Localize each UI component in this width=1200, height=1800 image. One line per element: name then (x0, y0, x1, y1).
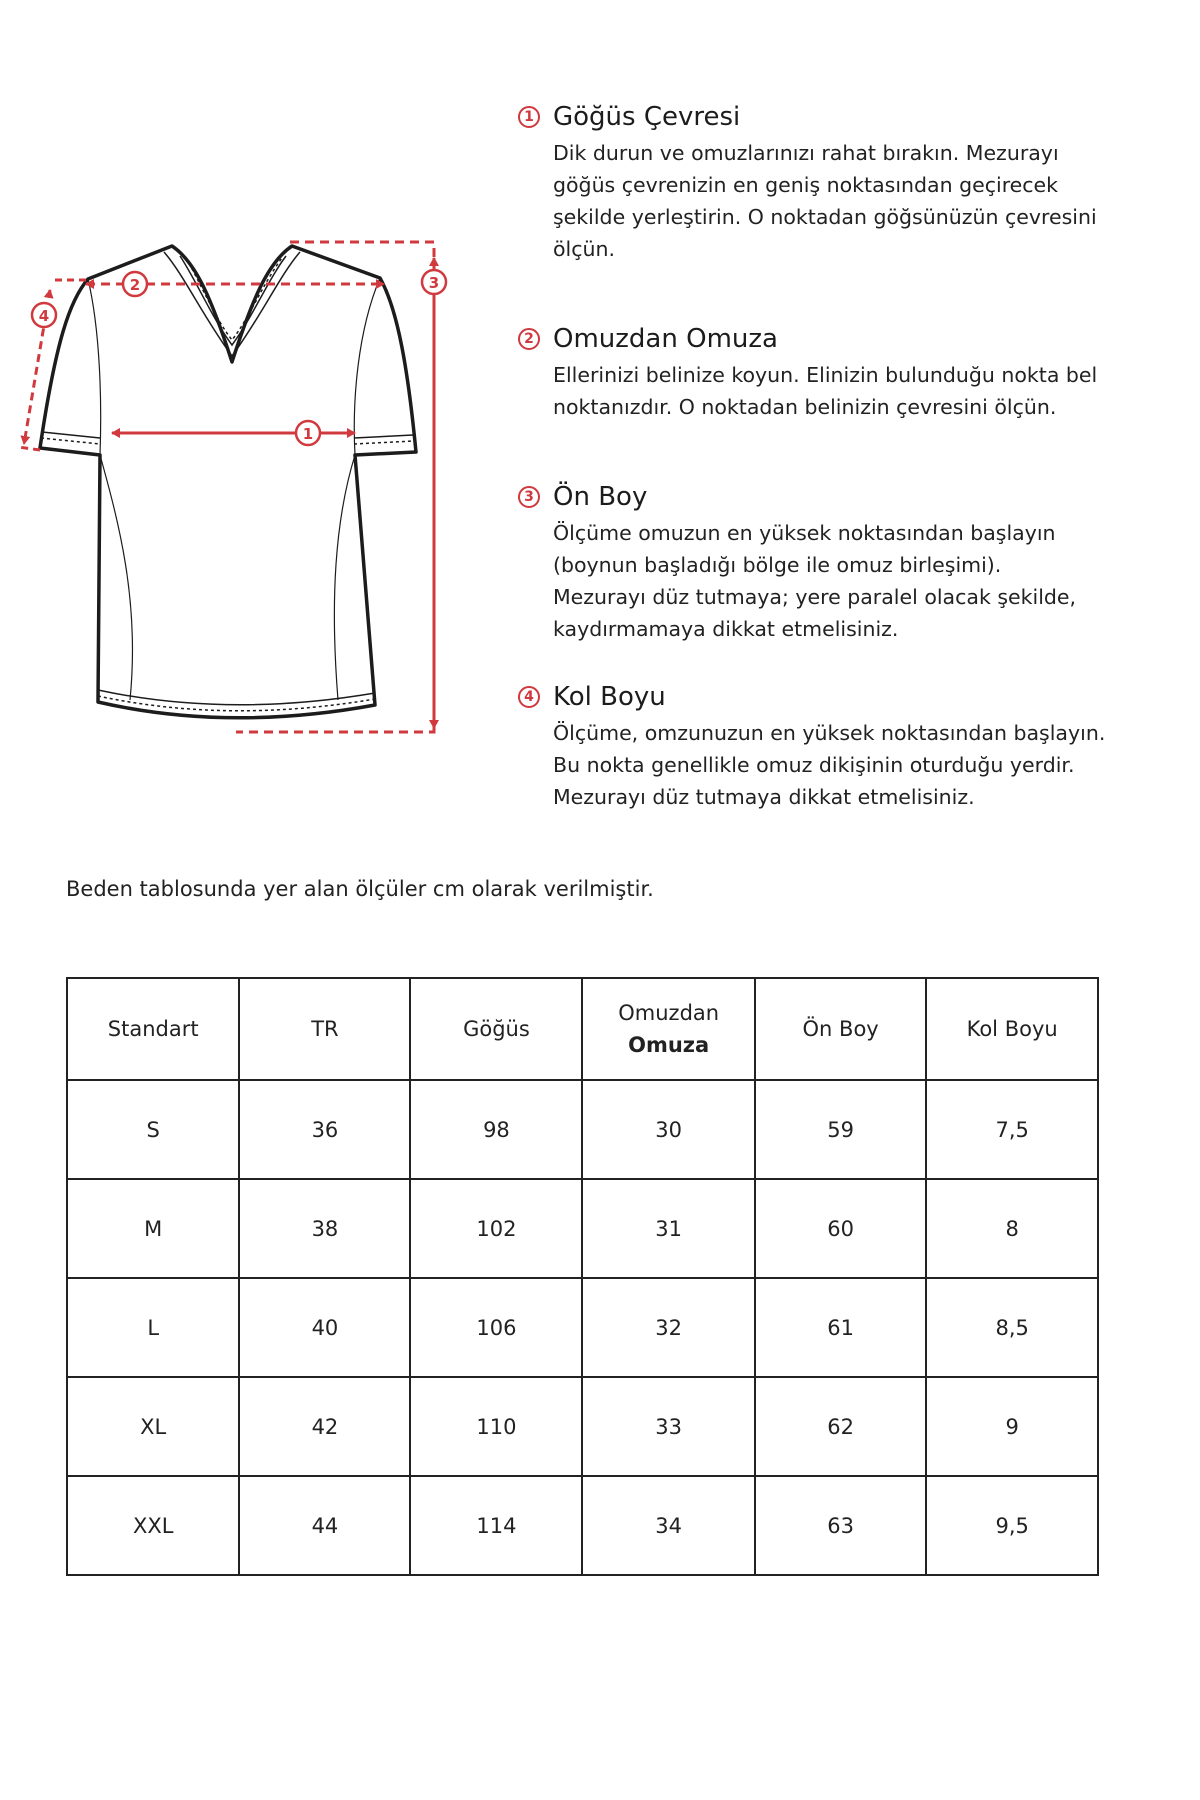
units-note: Beden tablosunda yer alan ölçüler cm olarak verilmiştir. (66, 877, 654, 901)
instruction-line: göğüs çevrenizin en geniş noktasından geçirecek (553, 173, 1059, 197)
instruction-sleeve (518, 680, 1158, 813)
table-cell: 33 (582, 1377, 755, 1476)
table-row (67, 1278, 1098, 1377)
table-cell: 8,5 (926, 1278, 1098, 1377)
table-row (67, 1179, 1098, 1278)
table-cell: 30 (582, 1080, 755, 1179)
table-cell: 7,5 (926, 1080, 1098, 1179)
header-cell: Omuzdan Omuza (582, 978, 755, 1080)
table-cell: XXL (67, 1476, 239, 1575)
instruction-title: Ön Boy (553, 482, 648, 512)
header-cell: Ön Boy (755, 978, 926, 1080)
table-cell: 9,5 (926, 1476, 1098, 1575)
table-header-row (67, 978, 1098, 1080)
table-cell: 106 (410, 1278, 582, 1377)
table-cell: 8 (926, 1179, 1098, 1278)
number-badge: 4 (518, 686, 540, 708)
table-cell: 102 (410, 1179, 582, 1278)
header-cell: Göğüs (410, 978, 582, 1080)
table-row (67, 1476, 1098, 1575)
table-row (67, 1377, 1098, 1476)
instruction-line: Ölçüme omuzun en yüksek noktasından başlayın (553, 521, 1056, 545)
table-row (67, 1080, 1098, 1179)
table-cell: XL (67, 1377, 239, 1476)
table-cell: 32 (582, 1278, 755, 1377)
instruction-title: Omuzdan Omuza (553, 324, 778, 354)
instruction-front-length (518, 480, 1158, 645)
instruction-line: Mezurayı düz tutmaya dikkat etmelisiniz. (553, 785, 975, 809)
table-cell: 114 (410, 1476, 582, 1575)
size-table (66, 977, 1099, 1576)
table-cell: L (67, 1278, 239, 1377)
instruction-line: Dik durun ve omuzlarınızı rahat bırakın. Mezurayı (553, 141, 1059, 165)
table-cell: 110 (410, 1377, 582, 1476)
header-cell: Kol Boyu (926, 978, 1098, 1080)
instruction-line: Bu nokta genellikle omuz dikişinin oturduğu yerdir. (553, 753, 1075, 777)
instruction-line: Mezurayı düz tutmaya; yere paralel olacak şekilde, (553, 585, 1077, 609)
header-cell: Standart (67, 978, 239, 1080)
instruction-line: (boynun başladığı bölge ile omuz birleşimi). (553, 553, 1002, 577)
table-cell: M (67, 1179, 239, 1278)
instruction-line: şekilde yerleştirin. O noktadan göğsünüzün çevresini (553, 205, 1097, 229)
table-cell: 31 (582, 1179, 755, 1278)
table-cell: 36 (239, 1080, 410, 1179)
tshirt-icon (40, 246, 416, 718)
header-cell: TR (239, 978, 410, 1080)
marker-4-label: 4 (38, 307, 50, 325)
marker-2-label: 2 (129, 276, 141, 294)
table-cell: 62 (755, 1377, 926, 1476)
instruction-title: Göğüs Çevresi (553, 102, 741, 132)
table-cell: 63 (755, 1476, 926, 1575)
marker-1-label: 1 (302, 425, 314, 443)
tshirt-measurement-diagram (0, 0, 480, 760)
instruction-line: Ölçüme, omzunuzun en yüksek noktasından başlayın. (553, 721, 1106, 745)
table-cell: 34 (582, 1476, 755, 1575)
marker-3-label: 3 (428, 274, 440, 292)
table-cell: 44 (239, 1476, 410, 1575)
table-cell: 60 (755, 1179, 926, 1278)
table-cell: 98 (410, 1080, 582, 1179)
instruction-line: ölçün. (553, 237, 616, 261)
instruction-line: noktanızdır. O noktadan belinizin çevresini ölçün. (553, 395, 1057, 419)
table-cell: 9 (926, 1377, 1098, 1476)
number-badge: 3 (518, 486, 540, 508)
number-badge: 1 (518, 106, 540, 128)
instruction-chest (518, 100, 1158, 265)
table-cell: 42 (239, 1377, 410, 1476)
table-cell: S (67, 1080, 239, 1179)
table-cell: 59 (755, 1080, 926, 1179)
instruction-line: kaydırmamaya dikkat etmelisiniz. (553, 617, 899, 641)
instruction-line: Ellerinizi belinize koyun. Elinizin bulunduğu nokta bel (553, 363, 1098, 387)
instruction-title: Kol Boyu (553, 682, 666, 712)
number-badge: 2 (518, 328, 540, 350)
table-cell: 38 (239, 1179, 410, 1278)
table-cell: 40 (239, 1278, 410, 1377)
table-cell: 61 (755, 1278, 926, 1377)
instruction-shoulder (518, 322, 1158, 423)
